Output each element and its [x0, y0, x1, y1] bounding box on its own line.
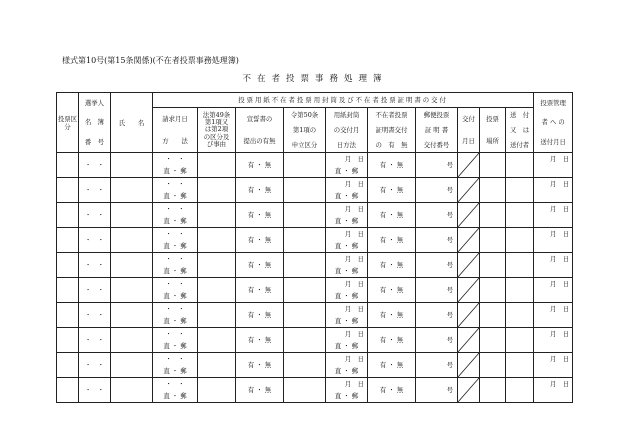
diagonal-strike	[458, 203, 479, 227]
cell-article-49[interactable]	[198, 203, 236, 228]
table-row	[57, 328, 573, 353]
cell-certificate-delivery[interactable]: 有 ・ 無	[368, 303, 416, 328]
cell-article-49[interactable]	[198, 303, 236, 328]
cell-voting-place[interactable]	[480, 228, 506, 253]
cell-name[interactable]	[111, 278, 153, 303]
header-postal-certificate-number: 郵便投票 証 明 書 交付番号	[416, 108, 458, 153]
cell-request-date-method[interactable]: ・ ・ 直 ・ 郵	[153, 228, 198, 253]
cell-name[interactable]	[111, 228, 153, 253]
cell-delivery-date-crossed	[458, 178, 480, 203]
cell-article-50[interactable]	[284, 278, 326, 303]
diagonal-strike	[458, 153, 479, 177]
table-row	[57, 153, 573, 178]
cell-sender[interactable]	[506, 203, 534, 228]
cell-request-date-method[interactable]: ・ ・ 直 ・ 郵	[153, 178, 198, 203]
cell-delivery-date-crossed	[458, 353, 480, 378]
header-sender: 送 付 又 は 送付者	[506, 108, 534, 153]
cell-voter-list-number[interactable]: ・ ・	[79, 178, 111, 203]
cell-certificate-delivery[interactable]: 有 ・ 無	[368, 178, 416, 203]
cell-postal-certificate-number[interactable]: 号	[416, 278, 458, 303]
cell-sender[interactable]	[506, 353, 534, 378]
cell-envelope-delivery[interactable]: 月 日 直 ・ 郵	[326, 278, 368, 303]
cell-manager-send-date[interactable]: 月 日	[534, 303, 573, 328]
cell-voter-list-number[interactable]: ・ ・	[79, 328, 111, 353]
cell-voter-list-number[interactable]: ・ ・	[79, 253, 111, 278]
header-article-49: 法第49条 第1項又 は第2項 の区分及 び事由	[198, 108, 236, 153]
absentee-voting-ledger	[56, 92, 573, 403]
table-row	[57, 253, 573, 278]
diagonal-strike	[458, 253, 479, 277]
cell-oath-submission[interactable]: 有 ・ 無	[236, 328, 284, 353]
cell-name[interactable]	[111, 253, 153, 278]
diagonal-strike	[458, 303, 479, 327]
header-name: 氏 名	[111, 93, 153, 153]
cell-manager-send-date[interactable]: 月 日	[534, 278, 573, 303]
cell-sender[interactable]	[506, 253, 534, 278]
header-voter-list-number: 選挙人 名 簿 番 号	[79, 93, 111, 153]
cell-sender[interactable]	[506, 278, 534, 303]
cell-name[interactable]	[111, 153, 153, 178]
cell-article-50[interactable]	[284, 228, 326, 253]
cell-article-50[interactable]	[284, 153, 326, 178]
diagonal-strike	[458, 353, 479, 377]
cell-postal-certificate-number[interactable]: 号	[416, 378, 458, 403]
cell-envelope-delivery[interactable]: 月 日 直 ・ 郵	[326, 228, 368, 253]
header-article-50: 令第50条 第1項の 申立区分	[284, 108, 326, 153]
cell-certificate-delivery[interactable]: 有 ・ 無	[368, 228, 416, 253]
cell-request-date-method[interactable]: ・ ・ 直 ・ 郵	[153, 253, 198, 278]
cell-envelope-delivery[interactable]: 月 日 直 ・ 郵	[326, 253, 368, 278]
cell-sender[interactable]	[506, 228, 534, 253]
cell-delivery-date-crossed	[458, 228, 480, 253]
cell-delivery-date-crossed	[458, 203, 480, 228]
cell-sender[interactable]	[506, 153, 534, 178]
cell-postal-certificate-number[interactable]: 号	[416, 328, 458, 353]
cell-postal-certificate-number[interactable]: 号	[416, 178, 458, 203]
cell-delivery-date-crossed	[458, 303, 480, 328]
cell-name[interactable]	[111, 353, 153, 378]
form-number-title: 様式第10号(第15条関係)(不在者投票事務処理簿)	[62, 56, 239, 65]
cell-certificate-delivery[interactable]: 有 ・ 無	[368, 378, 416, 403]
cell-sender[interactable]	[506, 328, 534, 353]
cell-article-50[interactable]	[284, 203, 326, 228]
cell-request-date-method[interactable]: ・ ・ 直 ・ 郵	[153, 353, 198, 378]
cell-delivery-date-crossed	[458, 278, 480, 303]
cell-voting-place[interactable]	[480, 203, 506, 228]
cell-name[interactable]	[111, 203, 153, 228]
cell-postal-certificate-number[interactable]: 号	[416, 303, 458, 328]
cell-voting-district[interactable]	[57, 353, 79, 378]
cell-request-date-method[interactable]: ・ ・ 直 ・ 郵	[153, 328, 198, 353]
cell-article-50[interactable]	[284, 328, 326, 353]
cell-article-49[interactable]	[198, 353, 236, 378]
cell-name[interactable]	[111, 303, 153, 328]
diagonal-strike	[458, 328, 479, 352]
cell-request-date-method[interactable]: ・ ・ 直 ・ 郵	[153, 378, 198, 403]
cell-voter-list-number[interactable]: ・ ・	[79, 353, 111, 378]
cell-certificate-delivery[interactable]: 有 ・ 無	[368, 278, 416, 303]
cell-oath-submission[interactable]: 有 ・ 無	[236, 278, 284, 303]
table-row	[57, 378, 573, 403]
cell-name[interactable]	[111, 178, 153, 203]
cell-manager-send-date[interactable]: 月 日	[534, 178, 573, 203]
cell-manager-send-date[interactable]: 月 日	[534, 153, 573, 178]
cell-article-49[interactable]	[198, 253, 236, 278]
header-manager-send-date: 投票管理 者 へ の 送付月日	[534, 93, 573, 153]
cell-request-date-method[interactable]: ・ ・ 直 ・ 郵	[153, 303, 198, 328]
cell-voter-list-number[interactable]: ・ ・	[79, 278, 111, 303]
cell-certificate-delivery[interactable]: 有 ・ 無	[368, 153, 416, 178]
ledger-rows	[57, 153, 573, 403]
cell-article-49[interactable]	[198, 278, 236, 303]
cell-article-50[interactable]	[284, 178, 326, 203]
cell-voting-place[interactable]	[480, 153, 506, 178]
header-envelope-delivery: 用紙封筒 の交付月 日方法	[326, 108, 368, 153]
cell-voting-place[interactable]	[480, 303, 506, 328]
cell-certificate-delivery[interactable]: 有 ・ 無	[368, 253, 416, 278]
cell-request-date-method[interactable]: ・ ・ 直 ・ 郵	[153, 203, 198, 228]
cell-sender[interactable]	[506, 303, 534, 328]
cell-envelope-delivery[interactable]: 月 日 直 ・ 郵	[326, 328, 368, 353]
table-row	[57, 303, 573, 328]
header-voting-district: 投票区分	[57, 93, 79, 153]
cell-article-49[interactable]	[198, 153, 236, 178]
cell-oath-submission[interactable]: 有 ・ 無	[236, 203, 284, 228]
cell-postal-certificate-number[interactable]: 号	[416, 153, 458, 178]
cell-postal-certificate-number[interactable]: 号	[416, 228, 458, 253]
cell-voting-place[interactable]	[480, 178, 506, 203]
cell-article-50[interactable]	[284, 353, 326, 378]
cell-delivery-date-crossed	[458, 253, 480, 278]
cell-voting-district[interactable]	[57, 153, 79, 178]
table-row	[57, 178, 573, 203]
cell-article-49[interactable]	[198, 228, 236, 253]
cell-article-49[interactable]	[198, 378, 236, 403]
cell-voting-district[interactable]	[57, 228, 79, 253]
cell-request-date-method[interactable]: ・ ・ 直 ・ 郵	[153, 278, 198, 303]
cell-manager-send-date[interactable]: 月 日	[534, 228, 573, 253]
cell-voting-place[interactable]	[480, 353, 506, 378]
cell-oath-submission[interactable]: 有 ・ 無	[236, 153, 284, 178]
cell-postal-certificate-number[interactable]: 号	[416, 353, 458, 378]
diagonal-strike	[458, 278, 479, 302]
diagonal-strike	[458, 178, 479, 202]
header-certificate-delivery: 不在者投票 証明書交付 の 有 無	[368, 108, 416, 153]
diagonal-strike	[458, 378, 479, 402]
document-title: 不在者投票事務処理簿	[242, 74, 388, 84]
cell-request-date-method[interactable]: ・ ・ 直 ・ 郵	[153, 153, 198, 178]
cell-sender[interactable]	[506, 378, 534, 403]
header-voting-place: 投票 場所	[480, 108, 506, 153]
cell-delivery-date-crossed	[458, 328, 480, 353]
header-delivery-group: 投票用紙不在者投票用封筒及び不在者投票証明書の交付	[153, 93, 534, 108]
cell-article-50[interactable]	[284, 253, 326, 278]
cell-voting-place[interactable]	[480, 278, 506, 303]
cell-voting-place[interactable]	[480, 253, 506, 278]
cell-manager-send-date[interactable]: 月 日	[534, 203, 573, 228]
cell-postal-certificate-number[interactable]: 号	[416, 203, 458, 228]
cell-article-50[interactable]	[284, 303, 326, 328]
cell-delivery-date-crossed	[458, 378, 480, 403]
cell-certificate-delivery[interactable]: 有 ・ 無	[368, 353, 416, 378]
cell-oath-submission[interactable]: 有 ・ 無	[236, 253, 284, 278]
cell-oath-submission[interactable]: 有 ・ 無	[236, 228, 284, 253]
cell-manager-send-date[interactable]: 月 日	[534, 378, 573, 403]
table-row	[57, 353, 573, 378]
cell-voter-list-number[interactable]: ・ ・	[79, 378, 111, 403]
cell-voting-district[interactable]	[57, 203, 79, 228]
cell-voting-district[interactable]	[57, 328, 79, 353]
cell-envelope-delivery[interactable]: 月 日 直 ・ 郵	[326, 153, 368, 178]
cell-postal-certificate-number[interactable]: 号	[416, 253, 458, 278]
cell-article-49[interactable]	[198, 178, 236, 203]
cell-voter-list-number[interactable]: ・ ・	[79, 228, 111, 253]
cell-voting-place[interactable]	[480, 378, 506, 403]
cell-oath-submission[interactable]: 有 ・ 無	[236, 378, 284, 403]
cell-voting-district[interactable]	[57, 253, 79, 278]
header-oath-submission: 宣誓書の 提出の有無	[236, 108, 284, 153]
cell-voting-district[interactable]	[57, 378, 79, 403]
cell-certificate-delivery[interactable]: 有 ・ 無	[368, 203, 416, 228]
cell-voting-district[interactable]	[57, 278, 79, 303]
cell-voting-district[interactable]	[57, 303, 79, 328]
cell-envelope-delivery[interactable]: 月 日 直 ・ 郵	[326, 353, 368, 378]
header-request-date-method: 請求月日 方 法	[153, 108, 198, 153]
cell-voter-list-number[interactable]: ・ ・	[79, 153, 111, 178]
cell-voter-list-number[interactable]: ・ ・	[79, 303, 111, 328]
table-row	[57, 203, 573, 228]
cell-envelope-delivery[interactable]: 月 日 直 ・ 郵	[326, 378, 368, 403]
cell-name[interactable]	[111, 328, 153, 353]
diagonal-strike	[458, 228, 479, 252]
table-row	[57, 278, 573, 303]
cell-voting-district[interactable]	[57, 178, 79, 203]
cell-oath-submission[interactable]: 有 ・ 無	[236, 178, 284, 203]
cell-oath-submission[interactable]: 有 ・ 無	[236, 353, 284, 378]
cell-manager-send-date[interactable]: 月 日	[534, 253, 573, 278]
cell-voter-list-number[interactable]: ・ ・	[79, 203, 111, 228]
cell-name[interactable]	[111, 378, 153, 403]
cell-envelope-delivery[interactable]: 月 日 直 ・ 郵	[326, 303, 368, 328]
cell-certificate-delivery[interactable]: 有 ・ 無	[368, 328, 416, 353]
cell-delivery-date-crossed	[458, 153, 480, 178]
cell-envelope-delivery[interactable]: 月 日 直 ・ 郵	[326, 203, 368, 228]
table-row	[57, 228, 573, 253]
cell-manager-send-date[interactable]: 月 日	[534, 328, 573, 353]
cell-manager-send-date[interactable]: 月 日	[534, 353, 573, 378]
cell-oath-submission[interactable]: 有 ・ 無	[236, 303, 284, 328]
cell-envelope-delivery[interactable]: 月 日 直 ・ 郵	[326, 178, 368, 203]
cell-sender[interactable]	[506, 178, 534, 203]
cell-article-50[interactable]	[284, 378, 326, 403]
cell-voting-place[interactable]	[480, 328, 506, 353]
header-delivery-date: 交付 月日	[458, 108, 480, 153]
cell-article-49[interactable]	[198, 328, 236, 353]
